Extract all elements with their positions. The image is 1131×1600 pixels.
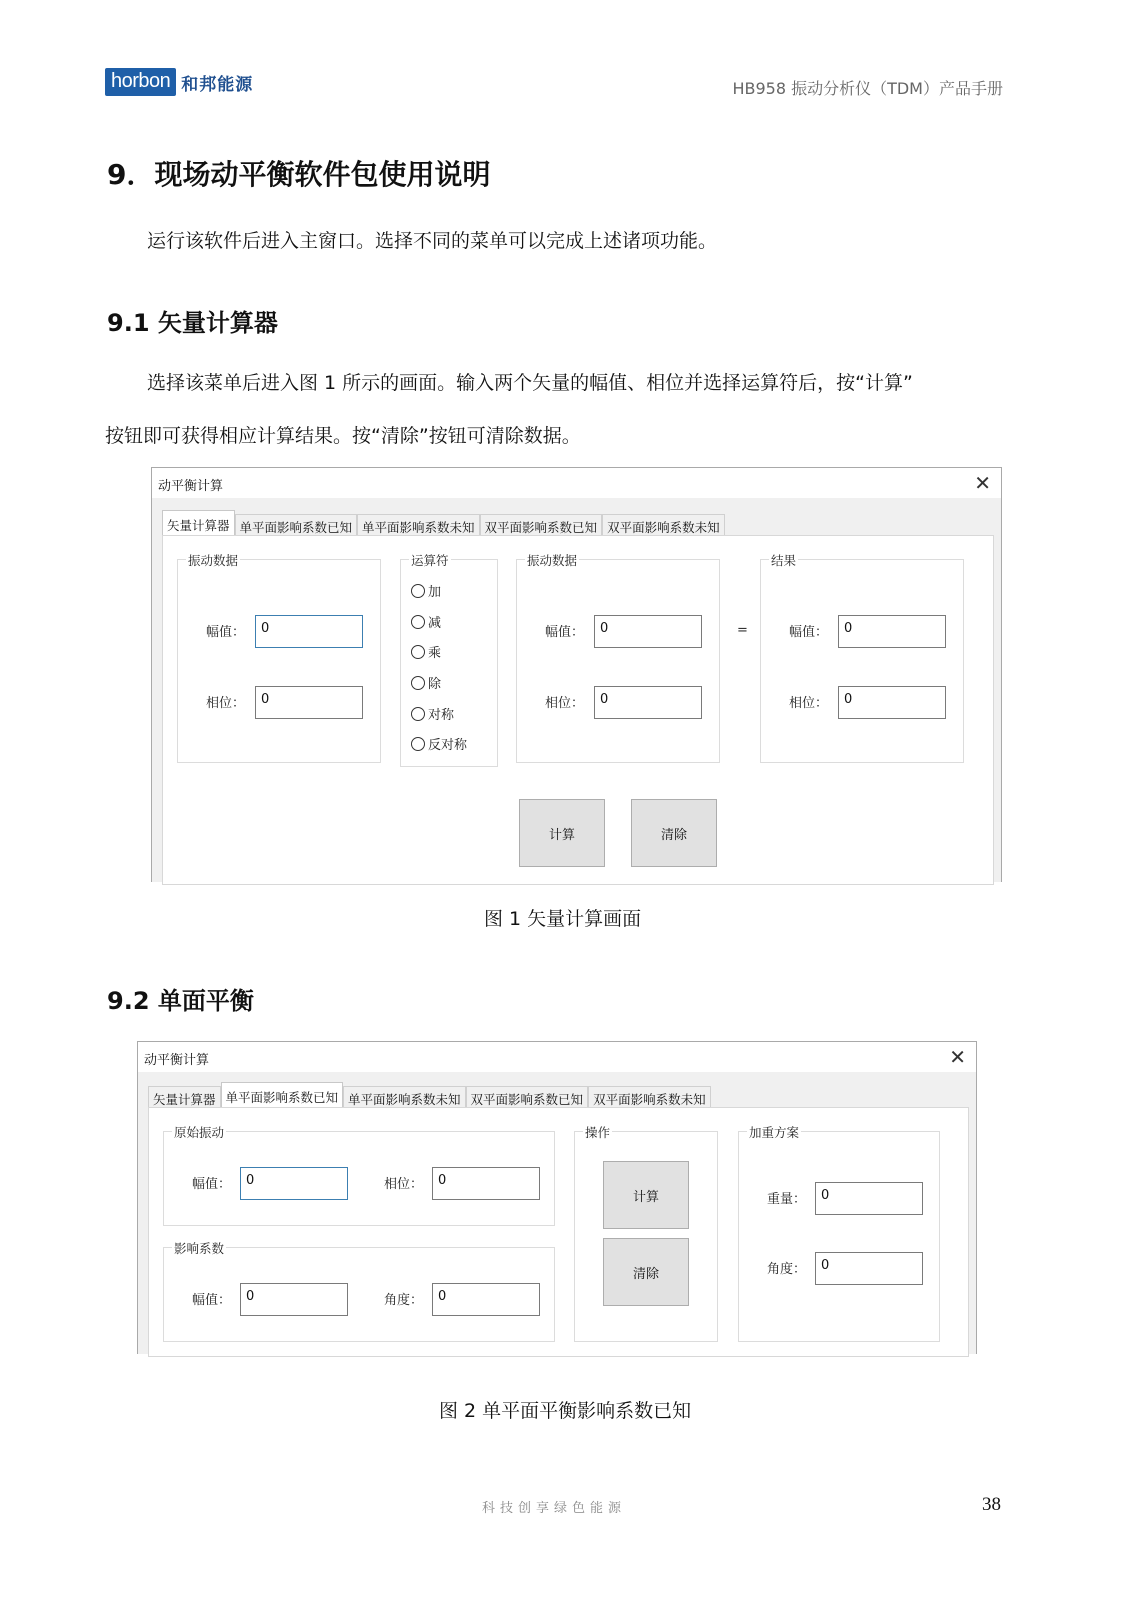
company-name: 和邦能源 — [181, 74, 254, 95]
radio-circle-icon — [411, 615, 425, 629]
radio-circle-icon — [411, 707, 425, 721]
amplitude-label: 幅值： — [789, 625, 829, 640]
phase-2-input[interactable]: 0 — [594, 686, 702, 719]
figure-1-caption: 图 1 矢量计算画面 — [484, 908, 642, 930]
group-vibration-data-1 — [177, 553, 381, 763]
plan-weight-input[interactable]: 0 — [815, 1182, 923, 1215]
group-influence-coefficient — [163, 1241, 555, 1342]
equals-sign: = — [737, 623, 748, 638]
amplitude-label: 幅值： — [545, 625, 585, 640]
document-title: HB958 振动分析仪（TDM）产品手册 — [732, 79, 1003, 98]
radio-label: 反对称 — [428, 738, 468, 753]
tab-dual-plane-unknown[interactable]: 双平面影响系数未知 — [588, 1086, 711, 1108]
group-weight-plan — [738, 1125, 940, 1342]
phase-label: 相位： — [206, 696, 246, 711]
single-plane-balance-dialog — [137, 1041, 977, 1354]
group-vibration-data-2 — [516, 553, 720, 763]
radio-antisymmetric[interactable] — [411, 734, 467, 753]
radio-add[interactable] — [411, 581, 441, 600]
original-phase-input[interactable]: 0 — [432, 1167, 540, 1200]
group-operator — [400, 553, 498, 767]
amplitude-1-input[interactable]: 0 — [255, 615, 363, 648]
phase-label: 相位： — [789, 696, 829, 711]
tab-dual-plane-known[interactable]: 双平面影响系数已知 — [480, 514, 603, 536]
tab-vector-calculator[interactable]: 矢量计算器 — [162, 510, 235, 536]
footer-slogan: 科技创享绿色能源 — [481, 1501, 626, 1516]
dialog-titlebar — [152, 468, 1001, 498]
subsection-heading-vector-calculator: 9.1 矢量计算器 — [107, 309, 278, 337]
radio-divide[interactable] — [411, 673, 441, 692]
radio-multiply[interactable] — [411, 642, 441, 661]
amplitude-label: 幅值： — [192, 1293, 232, 1308]
close-icon[interactable]: ✕ — [974, 471, 991, 495]
tab-single-plane-known[interactable]: 单平面影响系数已知 — [221, 1082, 344, 1108]
phase-label: 相位： — [384, 1177, 424, 1192]
tab-dual-plane-known[interactable]: 双平面影响系数已知 — [466, 1086, 589, 1108]
vector-calculator-dialog — [151, 467, 1002, 882]
group-operation — [574, 1125, 718, 1342]
radio-circle-icon — [411, 676, 425, 690]
tab-bar — [162, 510, 725, 536]
phase-1-input[interactable]: 0 — [255, 686, 363, 719]
dialog-titlebar — [138, 1042, 976, 1072]
company-logo — [105, 68, 253, 96]
result-phase-input[interactable]: 0 — [838, 686, 946, 719]
angle-label: 角度： — [384, 1293, 424, 1308]
dialog-title: 动平衡计算 — [144, 1053, 210, 1068]
group-result — [760, 553, 964, 763]
original-amplitude-input[interactable]: 0 — [240, 1167, 348, 1200]
section-heading: 9．现场动平衡软件包使用说明 — [107, 158, 491, 191]
group-label: 运算符 — [411, 553, 449, 568]
phase-label: 相位： — [545, 696, 585, 711]
close-icon[interactable]: ✕ — [949, 1045, 966, 1069]
group-label: 加重方案 — [749, 1125, 800, 1140]
section-intro: 运行该软件后进入主窗口。选择不同的菜单可以完成上述诸项功能。 — [147, 230, 718, 252]
influence-amplitude-input[interactable]: 0 — [240, 1283, 348, 1316]
group-label: 振动数据 — [188, 553, 239, 568]
amplitude-label: 幅值： — [192, 1177, 232, 1192]
tab-panel — [148, 1107, 969, 1357]
group-label: 原始振动 — [174, 1125, 225, 1140]
tab-vector-calculator[interactable]: 矢量计算器 — [148, 1086, 221, 1108]
calculate-button[interactable]: 计算 — [519, 799, 605, 867]
radio-label: 对称 — [428, 708, 455, 723]
group-original-vibration — [163, 1125, 555, 1226]
figure-2-caption: 图 2 单平面平衡影响系数已知 — [439, 1400, 692, 1422]
clear-button[interactable]: 清除 — [603, 1238, 689, 1306]
vector-calculator-paragraph-line1: 选择该菜单后进入图 1 所示的画面。输入两个矢量的幅值、相位并选择运算符后，按“计算” — [147, 372, 913, 394]
vector-calculator-paragraph-line2: 按钮即可获得相应计算结果。按“清除”按钮可清除数据。 — [105, 425, 581, 447]
calculate-button[interactable]: 计算 — [603, 1161, 689, 1229]
radio-label: 除 — [428, 677, 442, 692]
group-label: 振动数据 — [527, 553, 578, 568]
dialog-title: 动平衡计算 — [158, 479, 224, 494]
angle-label: 角度： — [767, 1262, 807, 1277]
page-number: 38 — [982, 1494, 1001, 1515]
radio-circle-icon — [411, 737, 425, 751]
radio-circle-icon — [411, 584, 425, 598]
tab-bar — [148, 1082, 711, 1108]
amplitude-2-input[interactable]: 0 — [594, 615, 702, 648]
radio-symmetric[interactable] — [411, 704, 454, 723]
tab-single-plane-unknown[interactable]: 单平面影响系数未知 — [343, 1086, 466, 1108]
radio-subtract[interactable] — [411, 612, 441, 631]
tab-single-plane-known[interactable]: 单平面影响系数已知 — [235, 514, 358, 536]
weight-label: 重量： — [767, 1192, 807, 1207]
subsection-heading-single-plane-balance: 9.2 单面平衡 — [107, 987, 254, 1015]
radio-label: 加 — [428, 585, 442, 600]
tab-dual-plane-unknown[interactable]: 双平面影响系数未知 — [602, 514, 725, 536]
tab-single-plane-unknown[interactable]: 单平面影响系数未知 — [357, 514, 480, 536]
group-label: 操作 — [585, 1125, 611, 1140]
influence-angle-input[interactable]: 0 — [432, 1283, 540, 1316]
radio-label: 乘 — [428, 646, 442, 661]
radio-circle-icon — [411, 645, 425, 659]
result-amplitude-input[interactable]: 0 — [838, 615, 946, 648]
tab-panel — [162, 535, 994, 885]
group-label: 结果 — [771, 553, 797, 568]
clear-button[interactable]: 清除 — [631, 799, 717, 867]
plan-angle-input[interactable]: 0 — [815, 1252, 923, 1285]
logo-wordmark: horbon — [105, 68, 176, 96]
radio-label: 减 — [428, 616, 442, 631]
amplitude-label: 幅值： — [206, 625, 246, 640]
group-label: 影响系数 — [174, 1241, 225, 1256]
